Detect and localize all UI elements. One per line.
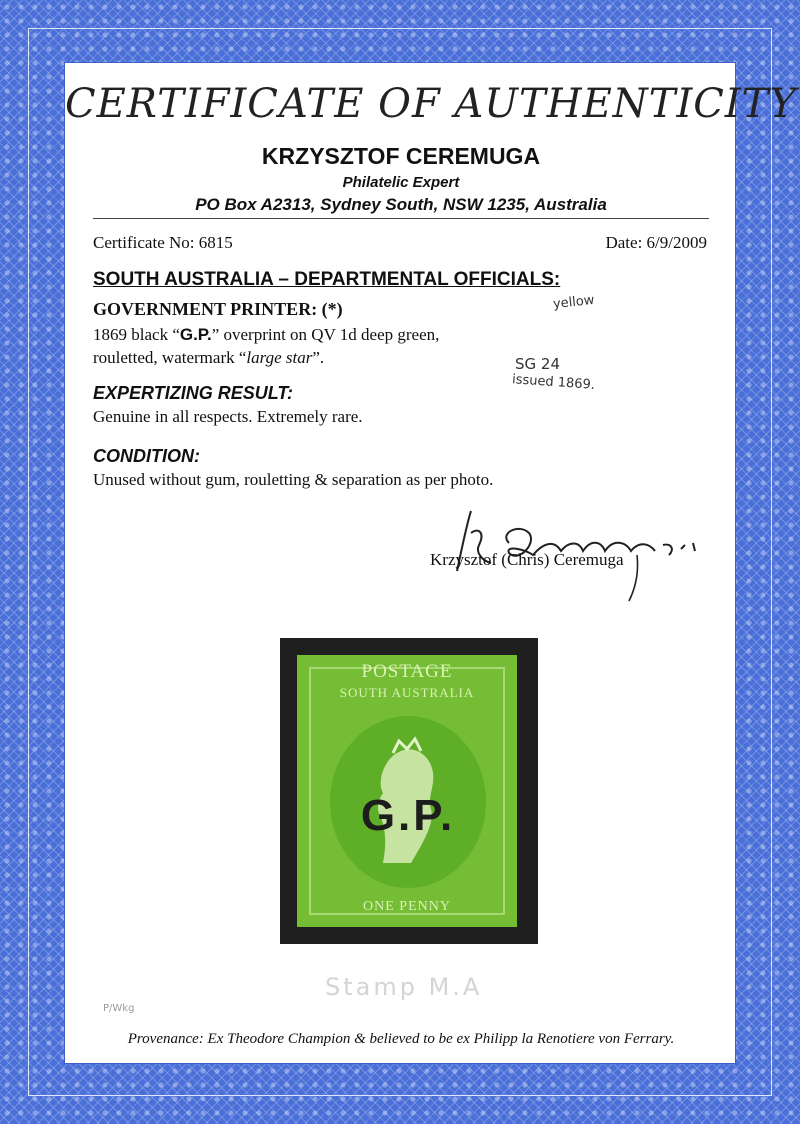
expert-address: PO Box A2313, Sydney South, NSW 1235, Australia [195, 195, 607, 214]
description-line-2 [93, 348, 324, 368]
desc-overprint-text: G.P. [179, 325, 212, 344]
stamp-country-label: SOUTH AUSTRALIA [339, 685, 475, 700]
certificate-number: Certificate No: 6815 [93, 233, 233, 252]
desc-line2-pre: rouletted, watermark “ [93, 348, 247, 367]
handwritten-issued: issued 1869. [511, 372, 596, 393]
handwritten-signature [449, 493, 709, 603]
government-printer-line: GOVERNMENT PRINTER: (*) [93, 299, 343, 319]
handwritten-yellow: yellow [552, 292, 596, 313]
stamp-value-label: ONE PENNY [363, 899, 451, 914]
certificate-title: CERTIFICATE OF AUTHENTICITY [65, 81, 797, 127]
condition-heading: CONDITION: [93, 446, 200, 466]
desc-line1-pre: 1869 black “ [93, 325, 180, 344]
country-heading: SOUTH AUSTRALIA – DEPARTMENTAL OFFICIALS: [93, 269, 561, 290]
signatory-name: Krzysztof (Chris) Ceremuga [430, 550, 624, 569]
certificate-date: Date: 6/9/2009 [605, 233, 707, 252]
desc-line1-post: ” overprint on QV 1d deep green, [211, 325, 440, 344]
desc-line2-post: ”. [312, 348, 325, 367]
tiny-pencil-mark: P/Wkg [103, 1003, 135, 1014]
faint-handwriting: Stamp M.A [325, 973, 483, 1001]
stamp-postage-label: POSTAGE [361, 661, 453, 682]
certificate-panel [64, 62, 797, 1064]
expert-name: KRZYSZTOF CEREMUGA [261, 143, 541, 169]
expertizing-heading: EXPERTIZING RESULT: [93, 383, 294, 403]
description-line-1 [93, 325, 439, 345]
expert-role: Philatelic Expert [342, 174, 460, 191]
condition-text: Unused without gum, rouletting & separation as per photo. [93, 470, 494, 489]
handwritten-sg-number: SG 24 [515, 355, 560, 373]
provenance-line: Provenance: Ex Theodore Champion & believed to be ex Philipp la Renotiere von Ferrary. [127, 1031, 675, 1047]
header-divider [93, 218, 709, 219]
expertizing-result: Genuine in all respects. Extremely rare. [93, 407, 363, 426]
desc-watermark: large star [246, 348, 313, 367]
stamp-overprint: G.P. [360, 791, 456, 840]
